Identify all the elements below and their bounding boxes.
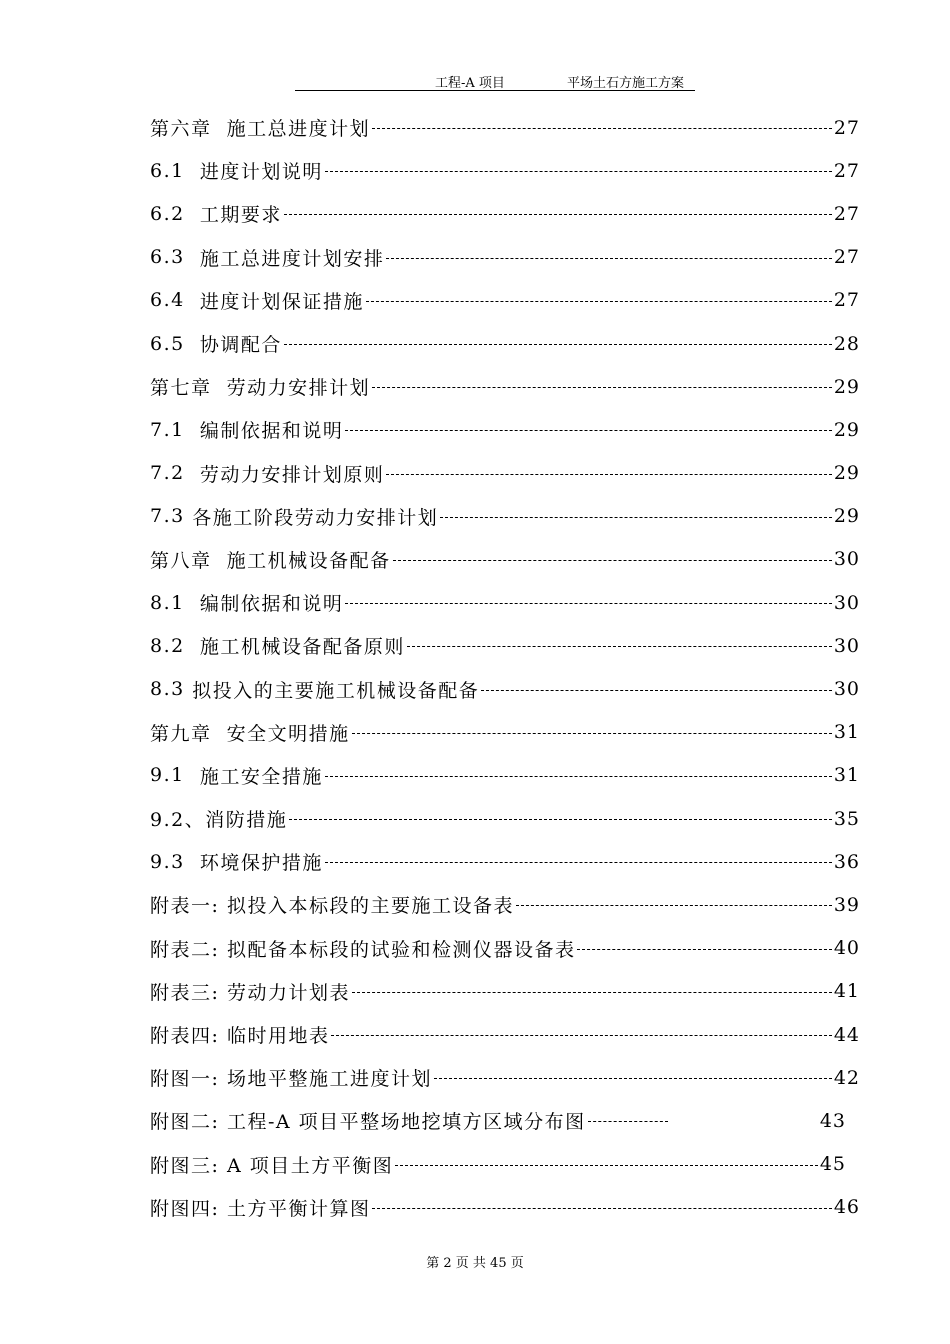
toc-page: 43 bbox=[819, 1109, 846, 1132]
toc-entry[interactable] bbox=[150, 581, 860, 624]
toc-page: 31 bbox=[833, 721, 860, 744]
toc-number: 第六章 bbox=[150, 118, 212, 141]
toc-leader bbox=[325, 862, 832, 863]
toc-number: 6.5 bbox=[150, 332, 185, 355]
header-project-name: 工程-A 项目 bbox=[435, 76, 505, 91]
toc-title: 消防措施 bbox=[205, 809, 288, 832]
toc-title: 协调配合 bbox=[199, 334, 282, 357]
toc-leader bbox=[325, 171, 832, 172]
toc-number: 6.3 bbox=[150, 246, 185, 269]
toc-number: 6.1 bbox=[150, 159, 185, 182]
toc-entry[interactable] bbox=[150, 408, 860, 451]
toc-entry[interactable] bbox=[150, 106, 860, 149]
toc-leader bbox=[345, 603, 831, 604]
toc-leader bbox=[352, 992, 832, 993]
toc-page: 36 bbox=[833, 850, 860, 873]
toc-leader bbox=[516, 905, 832, 906]
table-of-contents bbox=[150, 106, 860, 1229]
toc-page: 42 bbox=[833, 1066, 860, 1089]
toc-number: 附表四: bbox=[150, 1025, 220, 1048]
toc-leader bbox=[440, 517, 832, 518]
toc-page: 27 bbox=[833, 289, 860, 312]
toc-title: 拟配备本标段的试验和检测仪器设备表 bbox=[226, 938, 576, 961]
toc-page: 29 bbox=[833, 418, 860, 441]
toc-title: 环境保护措施 bbox=[199, 852, 323, 875]
toc-page: 28 bbox=[833, 332, 860, 355]
toc-leader bbox=[577, 949, 831, 950]
toc-number: 8.2 bbox=[150, 634, 185, 657]
toc-leader bbox=[407, 646, 832, 647]
toc-title: A 项目土方平衡图 bbox=[226, 1154, 394, 1177]
toc-entry[interactable] bbox=[150, 883, 860, 926]
toc-title: 施工机械设备配备原则 bbox=[199, 636, 405, 659]
toc-title: 施工机械设备配备 bbox=[226, 549, 391, 572]
toc-number: 6.4 bbox=[150, 289, 185, 312]
toc-number: 附表二: bbox=[150, 938, 220, 961]
toc-leader bbox=[395, 1165, 818, 1166]
toc-entry[interactable] bbox=[150, 1056, 860, 1099]
toc-leader bbox=[325, 776, 832, 777]
toc-entry[interactable] bbox=[150, 711, 860, 754]
toc-page: 27 bbox=[833, 159, 860, 182]
toc-entry[interactable] bbox=[150, 1143, 860, 1186]
toc-leader bbox=[588, 1121, 668, 1122]
toc-page: 30 bbox=[833, 548, 860, 571]
toc-title: 劳动力安排计划原则 bbox=[199, 463, 385, 486]
toc-number: 8.3 bbox=[150, 678, 185, 701]
toc-title: 施工总进度计划 bbox=[226, 118, 371, 141]
toc-entry[interactable] bbox=[150, 624, 860, 667]
toc-page: 30 bbox=[833, 591, 860, 614]
toc-page: 35 bbox=[833, 807, 860, 830]
toc-entry[interactable] bbox=[150, 538, 860, 581]
toc-entry[interactable] bbox=[150, 365, 860, 408]
toc-title: 临时用地表 bbox=[226, 1025, 330, 1048]
toc-page: 30 bbox=[833, 678, 860, 701]
toc-leader bbox=[345, 430, 831, 431]
toc-page: 29 bbox=[833, 462, 860, 485]
toc-number: 附图一: bbox=[150, 1068, 220, 1091]
header-document-title: 平场土石方施工方案 bbox=[567, 76, 685, 91]
toc-title: 劳动力计划表 bbox=[226, 981, 350, 1004]
toc-number: 第九章 bbox=[150, 722, 212, 745]
toc-number: 附表三: bbox=[150, 981, 220, 1004]
toc-title: 进度计划保证措施 bbox=[199, 290, 364, 313]
page-footer: 第 2 页 共 45 页 bbox=[426, 1256, 524, 1271]
toc-entry[interactable] bbox=[150, 970, 860, 1013]
toc-number: 6.2 bbox=[150, 202, 185, 225]
toc-leader bbox=[352, 733, 832, 734]
toc-leader bbox=[393, 560, 832, 561]
toc-title: 各施工阶段劳动力安排计划 bbox=[192, 506, 439, 529]
toc-title: 施工安全措施 bbox=[199, 765, 323, 788]
toc-title: 土方平衡计算图 bbox=[226, 1197, 371, 1220]
toc-title: 编制依据和说明 bbox=[199, 593, 344, 616]
toc-page: 31 bbox=[833, 764, 860, 787]
toc-page: 44 bbox=[833, 1023, 860, 1046]
toc-entry[interactable] bbox=[150, 192, 860, 235]
toc-number: 7.3 bbox=[150, 505, 185, 528]
toc-number: 7.1 bbox=[150, 418, 185, 441]
toc-entry[interactable] bbox=[150, 1099, 860, 1142]
toc-entry[interactable] bbox=[150, 797, 860, 840]
toc-page: 27 bbox=[833, 116, 860, 139]
toc-number: 8.1 bbox=[150, 591, 185, 614]
toc-leader bbox=[372, 387, 832, 388]
toc-title: 工程-A 项目平整场地挖填方区域分布图 bbox=[226, 1111, 586, 1134]
toc-leader bbox=[386, 474, 831, 475]
toc-title: 编制依据和说明 bbox=[199, 420, 344, 443]
toc-leader bbox=[331, 1035, 831, 1036]
toc-entry[interactable] bbox=[150, 495, 860, 538]
toc-entry[interactable] bbox=[150, 236, 860, 279]
toc-page: 45 bbox=[819, 1153, 846, 1176]
toc-entry[interactable] bbox=[150, 840, 860, 883]
toc-number: 9.1 bbox=[150, 764, 185, 787]
toc-page: 46 bbox=[833, 1196, 860, 1219]
toc-page: 29 bbox=[833, 505, 860, 528]
toc-leader bbox=[289, 819, 832, 820]
toc-entry[interactable] bbox=[150, 322, 860, 365]
toc-number: 附图二: bbox=[150, 1111, 220, 1134]
toc-leader bbox=[481, 690, 832, 691]
page-header bbox=[295, 70, 695, 91]
toc-entry[interactable] bbox=[150, 149, 860, 192]
toc-leader bbox=[372, 128, 832, 129]
toc-number: 附表一: bbox=[150, 895, 220, 918]
toc-entry[interactable] bbox=[150, 927, 860, 970]
toc-leader bbox=[434, 1078, 832, 1079]
toc-page: 27 bbox=[833, 202, 860, 225]
toc-title: 拟投入本标段的主要施工设备表 bbox=[226, 895, 514, 918]
toc-number: 7.2 bbox=[150, 462, 185, 485]
toc-entry[interactable] bbox=[150, 452, 860, 495]
toc-page: 29 bbox=[833, 375, 860, 398]
toc-page: 40 bbox=[833, 937, 860, 960]
toc-number: 附图四: bbox=[150, 1197, 220, 1220]
toc-number: 第七章 bbox=[150, 377, 212, 400]
toc-title: 拟投入的主要施工机械设备配备 bbox=[192, 679, 480, 702]
toc-title: 场地平整施工进度计划 bbox=[226, 1068, 432, 1091]
toc-page: 39 bbox=[833, 893, 860, 916]
toc-page: 27 bbox=[833, 246, 860, 269]
toc-entry[interactable] bbox=[150, 754, 860, 797]
toc-title: 安全文明措施 bbox=[226, 722, 350, 745]
toc-title: 进度计划说明 bbox=[199, 161, 323, 184]
toc-leader bbox=[386, 258, 831, 259]
toc-number: 第八章 bbox=[150, 549, 212, 572]
toc-title: 劳动力安排计划 bbox=[226, 377, 371, 400]
toc-page: 41 bbox=[833, 980, 860, 1003]
toc-number: 9.3 bbox=[150, 850, 185, 873]
toc-number: 9.2、 bbox=[150, 809, 206, 832]
toc-entry[interactable] bbox=[150, 279, 860, 322]
toc-leader bbox=[366, 301, 832, 302]
toc-leader bbox=[284, 214, 832, 215]
toc-leader bbox=[372, 1208, 831, 1209]
toc-number: 附图三: bbox=[150, 1154, 220, 1177]
toc-entry[interactable] bbox=[150, 1013, 860, 1056]
toc-title: 工期要求 bbox=[199, 204, 282, 227]
toc-entry[interactable] bbox=[150, 667, 860, 710]
toc-title: 施工总进度计划安排 bbox=[199, 247, 385, 270]
toc-entry[interactable] bbox=[150, 1186, 860, 1229]
toc-leader bbox=[284, 344, 832, 345]
toc-page: 30 bbox=[833, 634, 860, 657]
